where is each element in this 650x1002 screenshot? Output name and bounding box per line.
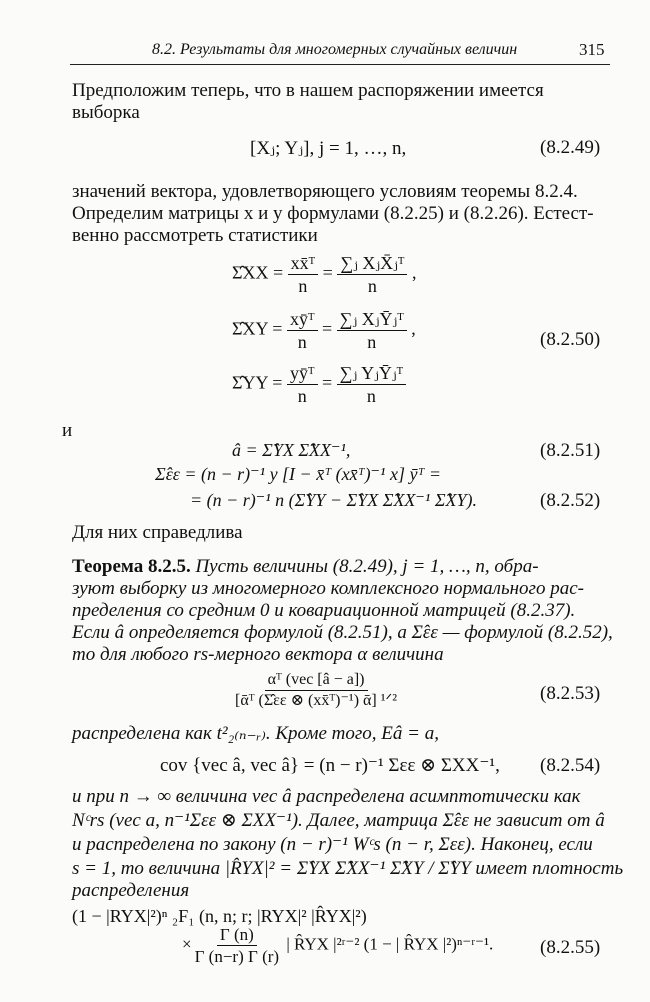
fraction-numerator: ∑ⱼ XⱼX̄ⱼᵀ — [337, 254, 407, 275]
fraction — [192, 926, 282, 965]
equation-8-2-53 — [232, 672, 400, 709]
conjunction: и — [62, 420, 73, 441]
equation-8-2-52-line: Σ̂εε = (n − r)⁻¹ y [I − x̄ᵀ (xx̄ᵀ)⁻¹ x] ȳᵀ = — [155, 464, 442, 484]
equation-8-2-54: cov {vec â, vec â} = (n − r)⁻¹ Σεε ⊗ ΣXX⁻¹, — [160, 755, 500, 776]
equation-lhs: Σ̂XY = — [232, 318, 287, 339]
theorem-line: и при n → ∞ величина vec â распределена асимптотически как — [72, 786, 581, 807]
fraction-numerator: ∑ⱼ XⱼȲⱼᵀ — [337, 310, 407, 331]
fraction-denominator: n — [297, 386, 307, 406]
equation-number: (8.2.52) — [540, 490, 601, 511]
equation-punct: , — [406, 318, 416, 339]
paragraph-line: венно рассмотреть статистики — [72, 225, 318, 246]
fraction — [337, 364, 406, 405]
fraction — [287, 310, 318, 351]
fraction-denominator: n — [367, 276, 377, 296]
equation-8-2-51: â = Σ̂YX Σ̂XX⁻¹, — [232, 440, 351, 460]
equation-8-2-55-line: (1 − |RYX|²)ⁿ ₂F₁ (n, n; r; |RYX|² |R̂YX|²) — [72, 906, 367, 926]
fraction-denominator: n — [297, 332, 307, 352]
equation-equals: = — [317, 372, 337, 393]
theorem-line: пределения со средним 0 и ковариационной матрицей (8.2.37). — [72, 600, 576, 621]
equation-lhs: Σ̂XX = — [232, 262, 288, 283]
theorem-line: распределения — [72, 880, 190, 901]
theorem-line: зуют выборку из многомерного комплексного нормального рас- — [72, 578, 584, 599]
theorem-line: распределена как t²₂₍ₙ₋ᵣ₎. Кроме того, Eâ = a, — [72, 723, 439, 744]
fraction — [287, 364, 318, 405]
fraction-denominator: n — [298, 276, 308, 296]
times-symbol: × — [182, 934, 192, 954]
equation-number: (8.2.51) — [540, 440, 601, 461]
equation-number: (8.2.49) — [540, 137, 601, 158]
equation-number: (8.2.55) — [540, 937, 601, 958]
fraction-numerator: αᵀ (vec [â − a]) — [265, 672, 368, 691]
fraction-numerator: yȳᵀ — [287, 364, 318, 385]
equation-number: (8.2.54) — [540, 755, 601, 776]
equation-8-2-50-row — [232, 254, 416, 295]
lead-in-text: Для них справедлива — [72, 522, 243, 543]
theorem-line — [72, 556, 539, 578]
fraction-denominator: Γ (n−r) Γ (r) — [194, 947, 280, 966]
equation-8-2-52-line: = (n − r)⁻¹ n (Σ̂YY − Σ̂YX Σ̂XX⁻¹ Σ̂XY). — [190, 490, 478, 510]
fraction — [337, 310, 407, 351]
fraction-numerator: ∑ⱼ YⱼȲⱼᵀ — [337, 364, 406, 385]
equation-equals: = — [317, 318, 337, 339]
equation-8-2-50-row — [232, 310, 416, 351]
fraction — [337, 254, 407, 295]
fraction-denominator: n — [366, 386, 376, 406]
paragraph-line: Определим матрицы x и y формулами (8.2.25) и (8.2.26). Естест- — [72, 203, 594, 224]
fraction — [232, 672, 400, 709]
header-rule — [70, 64, 610, 65]
equation-number: (8.2.53) — [540, 683, 601, 704]
theorem-line: Если â определяется формулой (8.2.51), а Σ̂εε — формулой (8.2.52), — [72, 622, 613, 643]
equation-8-2-55-line — [182, 926, 493, 965]
equation-8-2-49: [Xⱼ; Yⱼ], j = 1, …, n, — [250, 138, 407, 159]
equation-punct: , — [407, 262, 417, 283]
running-header: 8.2. Результаты для многомерных случайных величин — [152, 41, 518, 58]
theorem-line: Nᶜrs (vec a, n⁻¹Σεε ⊗ ΣXX⁻¹). Далее, матрица Σ̂εε не зависит от â — [72, 810, 605, 831]
fraction-numerator: Γ (n) — [217, 926, 257, 946]
equation-equals: = — [318, 262, 338, 283]
paragraph-line: значений вектора, удовлетворяющего условиям теоремы 8.2.4. — [72, 181, 578, 202]
theorem-line: то для любого rs-мерного вектора α величина — [72, 644, 444, 665]
equation-tail: | R̂YX |²ʳ⁻² (1 − | R̂YX |²)ⁿ⁻ʳ⁻¹. — [286, 934, 494, 954]
equation-lhs: Σ̂YY = — [232, 372, 287, 393]
theorem-title: Теорема 8.2.5. — [72, 556, 191, 577]
theorem-line: s = 1, то величина |R̂YX|² = Σ̂YX Σ̂XX⁻¹ Σ̂XY / Σ̂YY имеет плотность — [72, 858, 624, 879]
fraction-numerator: xȳᵀ — [287, 310, 318, 331]
fraction — [288, 254, 319, 295]
equation-8-2-50-row — [232, 364, 406, 405]
intro-line: выборка — [72, 102, 140, 123]
page-number: 315 — [579, 40, 605, 59]
theorem-line: и распределена по закону (n − r)⁻¹ Wᶜs (n − r, Σεε). Наконец, если — [72, 834, 593, 855]
theorem-text: Пусть величины (8.2.49), j = 1, …, n, обра- — [195, 556, 539, 577]
fraction-denominator: [ᾱᵀ (Σ̂εε ⊗ (xx̄ᵀ)⁻¹) ᾱ] ¹ᐟ² — [235, 692, 398, 709]
fraction-denominator: n — [367, 332, 377, 352]
fraction-numerator: xx̄ᵀ — [288, 254, 319, 275]
intro-line: Предположим теперь, что в нашем распоряжении имеется — [72, 80, 544, 101]
equation-number: (8.2.50) — [540, 329, 601, 350]
